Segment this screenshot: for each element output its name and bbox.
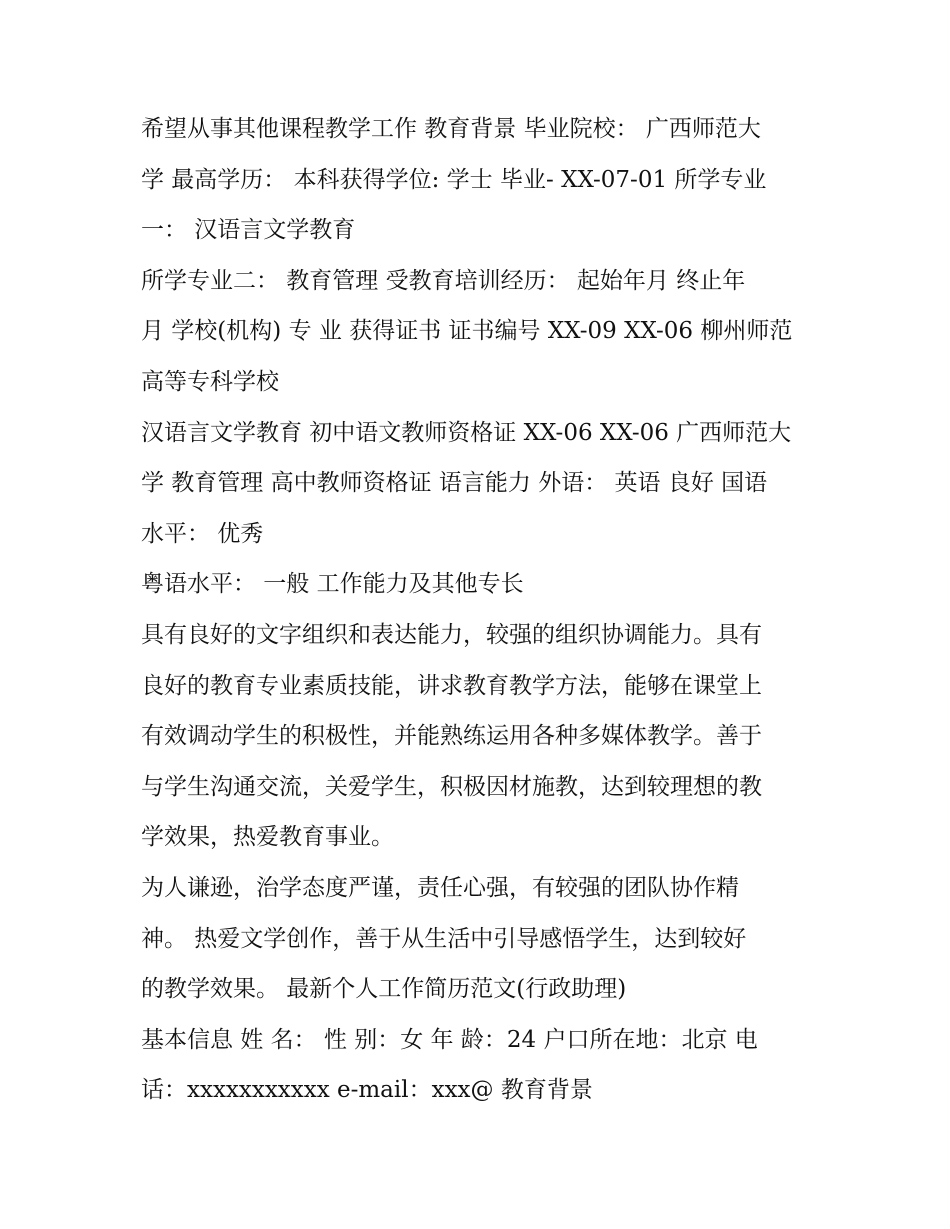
- document-page: [141, 110, 821, 1122]
- text-line: 希望从事其他课程教学工作 教育背景 毕业院校： 广西师范大: [141, 116, 761, 142]
- text-line: 的教学效果。 最新个人工作简历范文(行政助理): [141, 976, 627, 1003]
- text-line: 汉语言文学教育 初中语文教师资格证 XX-06 XX-06 广西师范大: [141, 419, 792, 446]
- text-line: 一： 汉语言文学教育: [141, 217, 356, 244]
- text-line: 粤语水平： 一般 工作能力及其他专长: [141, 571, 524, 598]
- text-line: 学效果，热爱教育事业。: [141, 824, 394, 851]
- text-line: 所学专业二： 教育管理 受教育培训经历： 起始年月 终止年: [141, 267, 746, 294]
- text-line: 水平： 优秀: [141, 520, 264, 547]
- text-line: 高等专科学校: [141, 368, 279, 395]
- text-line: 与学生沟通交流，关爱学生，积极因材施教，达到较理想的教: [141, 773, 762, 800]
- text-line: 具有良好的文字组织和表达能力，较强的组织协调能力。具有: [141, 621, 762, 648]
- text-line: 月 学校(机构) 专 业 获得证书 证书编号 XX-09 XX-06 柳州师范: [141, 318, 793, 345]
- text-line: 话：xxxxxxxxxxx e-mail：xxx@ 教育背景: [141, 1077, 593, 1104]
- text-line: 学 最高学历： 本科获得学位: 学士 毕业- XX-07-01 所学专业: [141, 166, 767, 193]
- text-line: 神。 热爱文学创作，善于从生活中引导感悟学生，达到较好: [141, 925, 747, 952]
- text-line: 学 教育管理 高中教师资格证 语言能力 外语： 英语 良好 国语: [141, 470, 768, 497]
- text-line: 为人谦逊，治学态度严谨，责任心强，有较强的团队协作精: [141, 874, 739, 901]
- text-line: 良好的教育专业素质技能，讲求教育教学方法，能够在课堂上: [141, 672, 762, 699]
- text-line: 有效调动学生的积极性，并能熟练运用各种多媒体教学。善于: [141, 723, 762, 750]
- text-line: 基本信息 姓 名： 性 别：女 年 龄：24 户口所在地：北京 电: [141, 1026, 758, 1053]
